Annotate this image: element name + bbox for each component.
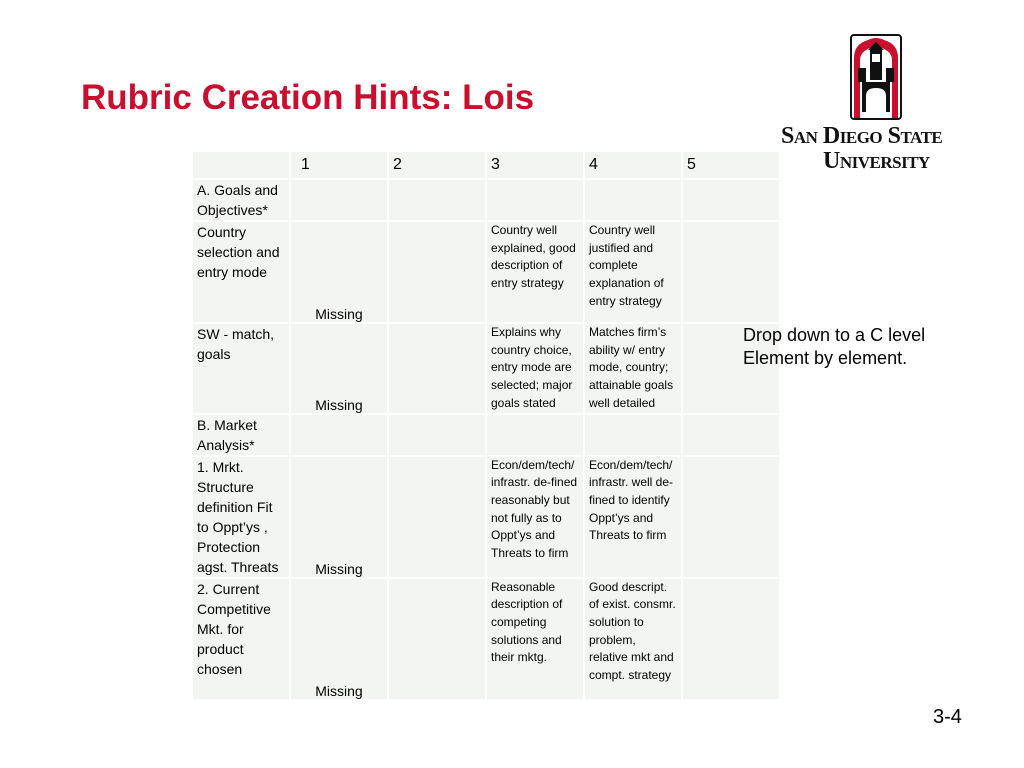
score-3-cell: Reasonable description of competing solutions and their mktg. xyxy=(487,579,583,699)
score-3-cell: Country well explained, good description of entry strategy xyxy=(487,222,583,322)
table-row xyxy=(193,324,779,413)
criterion-cell: Country selection and entry mode xyxy=(193,222,289,322)
score-3-cell: Econ/dem/tech/ infrastr. de-fined reasonably but not fully as to Oppt’ys and Threats to firm xyxy=(487,457,583,577)
score-1-cell xyxy=(291,415,387,455)
score-2-cell xyxy=(389,415,485,455)
score-4-cell: Econ/dem/tech/ infrastr. well de-fined to identify Oppt’ys and Threats to firm xyxy=(585,457,681,577)
criterion-cell: SW - match, goals xyxy=(193,324,289,413)
university-logo xyxy=(781,34,967,174)
column-header-4: 4 xyxy=(585,152,681,178)
score-1-cell xyxy=(291,180,387,220)
score-3-cell: Explains why country choice, entry mode are selected; major goals stated xyxy=(487,324,583,413)
header-row xyxy=(193,152,779,178)
table-row xyxy=(193,457,779,577)
campanile-emblem-icon xyxy=(850,34,902,120)
page-number: 3-4 xyxy=(933,706,962,728)
score-2-cell xyxy=(389,324,485,413)
score-4-cell: Matches firm’s ability w/ entry mode, country; attainable goals well detailed xyxy=(585,324,681,413)
score-1-cell: Missing xyxy=(291,222,387,322)
table-row xyxy=(193,222,779,322)
table-row xyxy=(193,180,779,220)
criterion-cell: A. Goals and Objectives* xyxy=(193,180,289,220)
slide-title: Rubric Creation Hints: Lois xyxy=(81,78,535,117)
score-2-cell xyxy=(389,180,485,220)
score-5-cell xyxy=(683,222,779,322)
score-5-cell xyxy=(683,415,779,455)
score-2-cell xyxy=(389,222,485,322)
table-row xyxy=(193,415,779,455)
score-3-cell xyxy=(487,180,583,220)
score-4-cell xyxy=(585,415,681,455)
logo-line-1: San Diego State xyxy=(781,123,943,149)
score-5-cell xyxy=(683,180,779,220)
column-header-3: 3 xyxy=(487,152,583,178)
score-1-cell: Missing xyxy=(291,457,387,577)
column-header-2: 2 xyxy=(389,152,485,178)
score-5-cell xyxy=(683,579,779,699)
score-1-cell: Missing xyxy=(291,324,387,413)
criterion-cell: 2. Current Competitive Mkt. for product chosen xyxy=(193,579,289,699)
criterion-cell: 1. Mrkt. Structure definition Fit to Oppt’ys , Protection agst. Threats xyxy=(193,457,289,577)
score-5-cell xyxy=(683,457,779,577)
side-note: Drop down to a C level Element by element. xyxy=(743,325,926,368)
score-2-cell xyxy=(389,457,485,577)
score-3-cell xyxy=(487,415,583,455)
column-header-1: 1 xyxy=(291,152,387,178)
logo-line-2: University xyxy=(823,148,930,174)
rubric-table xyxy=(191,150,781,701)
header-corner xyxy=(193,152,289,178)
score-4-cell: Country well justified and complete explanation of entry strategy xyxy=(585,222,681,322)
score-4-cell xyxy=(585,180,681,220)
column-header-5: 5 xyxy=(683,152,779,178)
score-1-cell: Missing xyxy=(291,579,387,699)
table-row xyxy=(193,579,779,699)
score-2-cell xyxy=(389,579,485,699)
score-4-cell: Good descript. of exist. consmr. solution to problem, relative mkt and compt. strategy xyxy=(585,579,681,699)
criterion-cell: B. Market Analysis* xyxy=(193,415,289,455)
